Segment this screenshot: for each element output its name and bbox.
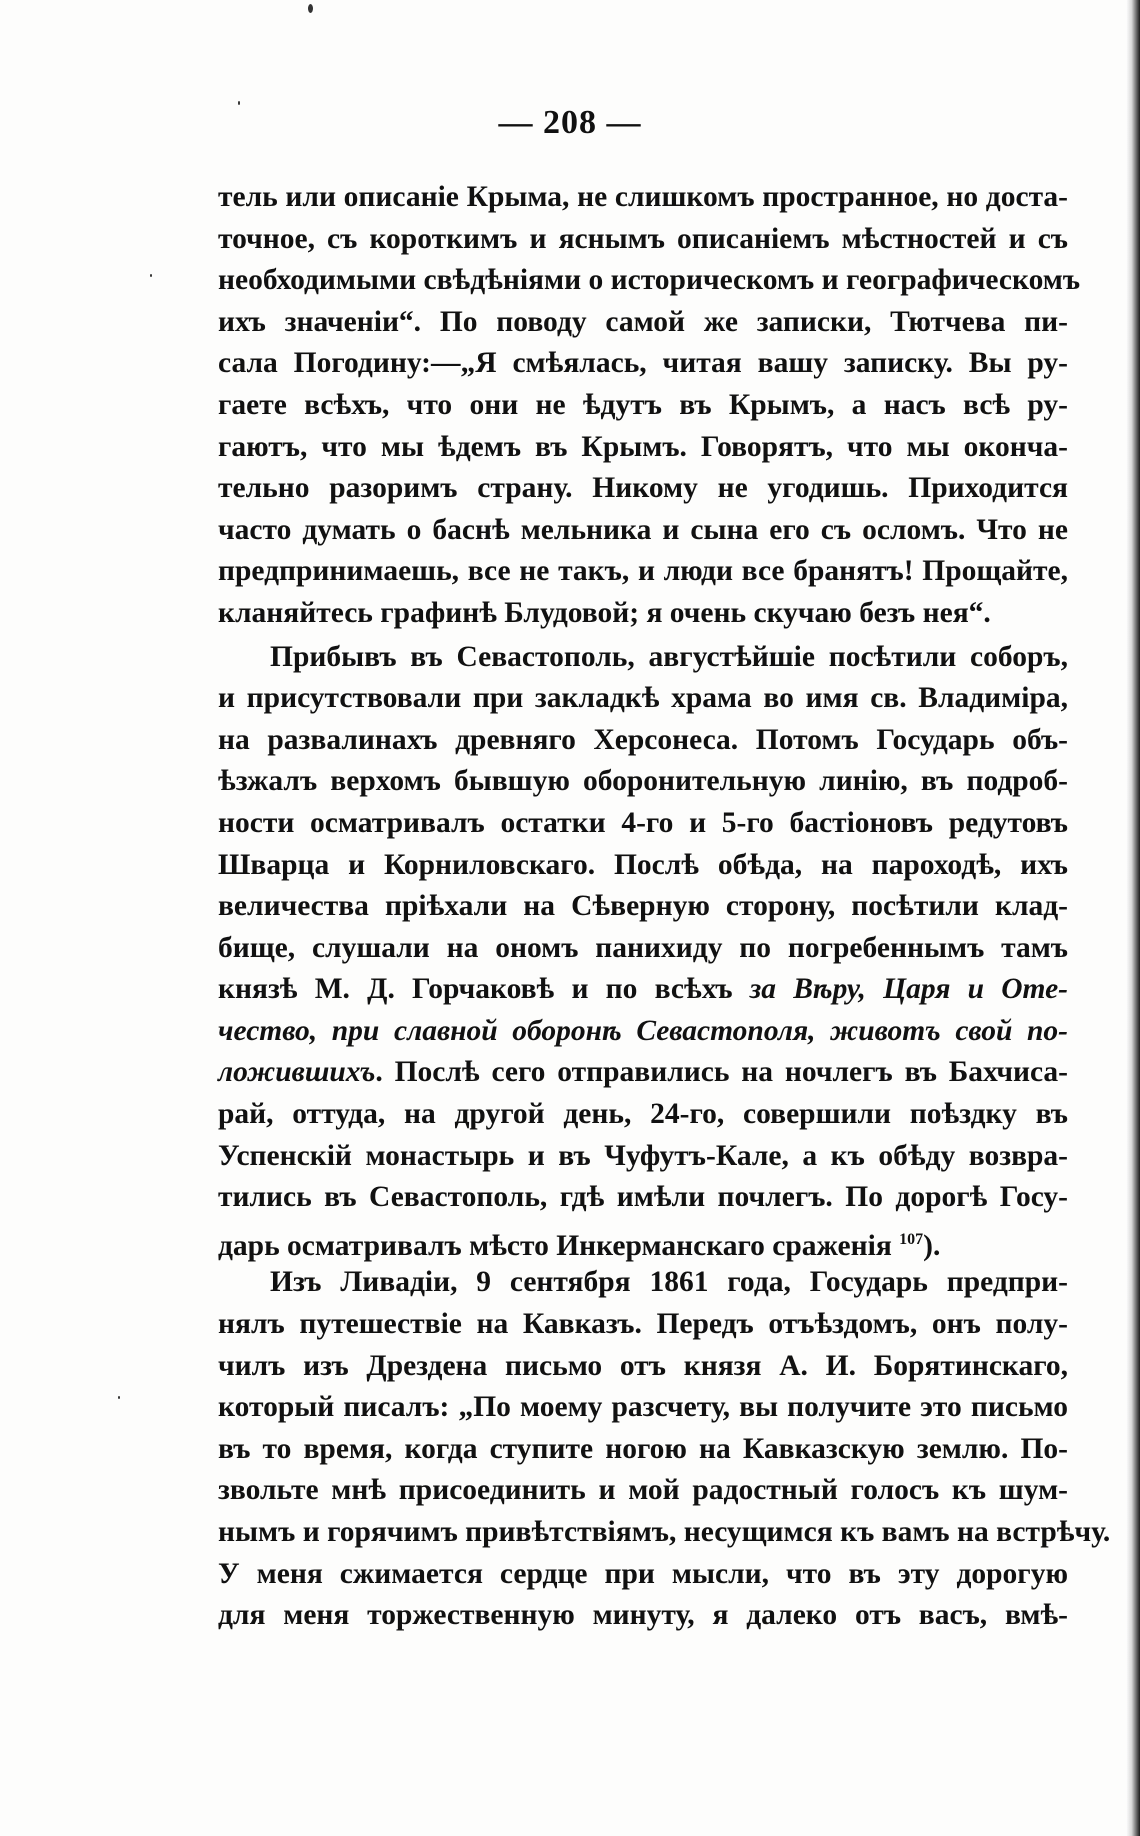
text-run: князѣ М. Д. Горчаковѣ и по всѣхъ: [218, 973, 750, 1006]
text-run: . Послѣ сего отправились на ночлегъ въ Бахчиса-: [375, 1056, 1068, 1089]
text-line: въ то время, когда ступите ногою на Кавказскую землю. По-: [218, 1432, 1068, 1465]
text-line: Изъ Ливадіи, 9 сентября 1861 года, Государь предпри-: [270, 1266, 1068, 1299]
text-line: сала Погодину:—„Я смѣялась, читая вашу записку. Вы ру-: [218, 347, 1068, 380]
ink-speck: [308, 4, 313, 13]
text-line: часто думать о баснѣ мельника и сына его съ осломъ. Что не: [218, 513, 1068, 546]
text-line: ихъ значеніи“. По поводу самой же записки, Тютчева пи-: [218, 305, 1068, 338]
page-edge-shadow: [1126, 0, 1140, 1836]
text-line: тились въ Севастополь, гдѣ имѣли почлегъ. По дорогѣ Госу-: [218, 1181, 1068, 1214]
text-line: рай, оттуда, на другой день, 24-го, совершили поѣздку въ: [218, 1098, 1068, 1131]
text-line: для меня торжественную минуту, я далеко отъ васъ, вмѣ-: [218, 1599, 1068, 1632]
text-run: дарь осматривалъ мѣсто Инкерманскаго сраженія: [218, 1229, 892, 1262]
text-line: тель или описаніе Крыма, не слишкомъ пространное, но доста-: [218, 181, 1068, 213]
text-line: Шварца и Корниловскаго. Послѣ обѣда, на пароходѣ, ихъ: [218, 848, 1068, 881]
text-line: Успенскій монастырь и въ Чуфутъ-Кале, а къ обѣду возвра-: [218, 1139, 1068, 1172]
text-line: кланяйтесь графинѣ Блудовой; я очень скучаю безъ нея“.: [218, 596, 991, 629]
text-line: ности осматривалъ остатки 4-го и 5-го бастіоновъ редутовъ: [218, 806, 1068, 839]
text-line-italic: [218, 1011, 1068, 1053]
text-line: бище, слушали на ономъ панихиду по погребеннымъ тамъ: [218, 931, 1068, 964]
text-line: Прибывъ въ Севастополь, августѣйшіе посѣтили соборъ,: [270, 640, 1068, 673]
text-line: необходимыми свѣдѣніями о историческомъ и географическомъ: [218, 264, 1081, 297]
text-line: предпринимаешь, все не такъ, и люди все бранятъ! Прощайте,: [218, 555, 1068, 588]
italic-text-run: чество, при славной оборонѣ Севастополя, животъ свой по-: [218, 1014, 1068, 1047]
paragraph: [218, 1262, 1111, 1636]
text-line: точное, съ короткимъ и яснымъ описаніемъ мѣстностей и съ: [218, 222, 1068, 255]
text-line: чилъ изъ Дрездена письмо отъ князя А. И. Борятинскаго,: [218, 1349, 1068, 1382]
text-line: тельно разоримъ страну. Никому не угодишь. Приходится: [218, 472, 1068, 505]
text-line-mixed: [218, 969, 1068, 1011]
text-line-with-footnote: [218, 1219, 1068, 1261]
text-run: ).: [923, 1229, 941, 1262]
paragraph: [218, 177, 1081, 635]
ink-speck: [118, 1396, 120, 1399]
text-line-mixed: [218, 1052, 1068, 1094]
paragraph: [218, 637, 1068, 1261]
text-line: ѣзжалъ верхомъ бывшую оборонительную линію, въ подроб-: [218, 765, 1068, 798]
ink-speck: [150, 274, 152, 277]
text-line: звольте мнѣ присоединить и мой радостный голосъ къ шум-: [218, 1474, 1068, 1507]
text-line: который писалъ: „По моему разсчету, вы получите это письмо: [218, 1391, 1068, 1424]
text-line: гаете всѣхъ, что они не ѣдутъ въ Крымъ, а насъ всѣ ру-: [218, 388, 1068, 421]
text-line: У меня сжимается сердце при мысли, что въ эту дорогую: [218, 1557, 1068, 1590]
text-line: гаютъ, что мы ѣдемъ въ Крымъ. Говорятъ, что мы оконча-: [218, 430, 1068, 463]
footnote-marker: 107: [899, 1230, 924, 1248]
text-line: нымъ и горячимъ привѣтствіямъ, несущимся къ вамъ на встрѣчу.: [218, 1516, 1111, 1548]
text-line: величества пріѣхали на Сѣверную сторону, посѣтили клад-: [218, 890, 1068, 923]
body-text: [218, 177, 1111, 1637]
text-line: на развалинахъ древняго Херсонеса. Потомъ Государь объ-: [218, 723, 1068, 756]
italic-text-run: за Вѣру, Царя и Оте-: [749, 973, 1068, 1006]
page-number: — 208 —: [498, 104, 642, 141]
text-line: нялъ путешествіе на Кавказъ. Передъ отъѣздомъ, онъ полу-: [218, 1308, 1068, 1341]
italic-text-run: ложившихъ: [218, 1056, 376, 1089]
text-line: и присутствовали при закладкѣ храма во имя св. Владиміра,: [218, 682, 1068, 715]
